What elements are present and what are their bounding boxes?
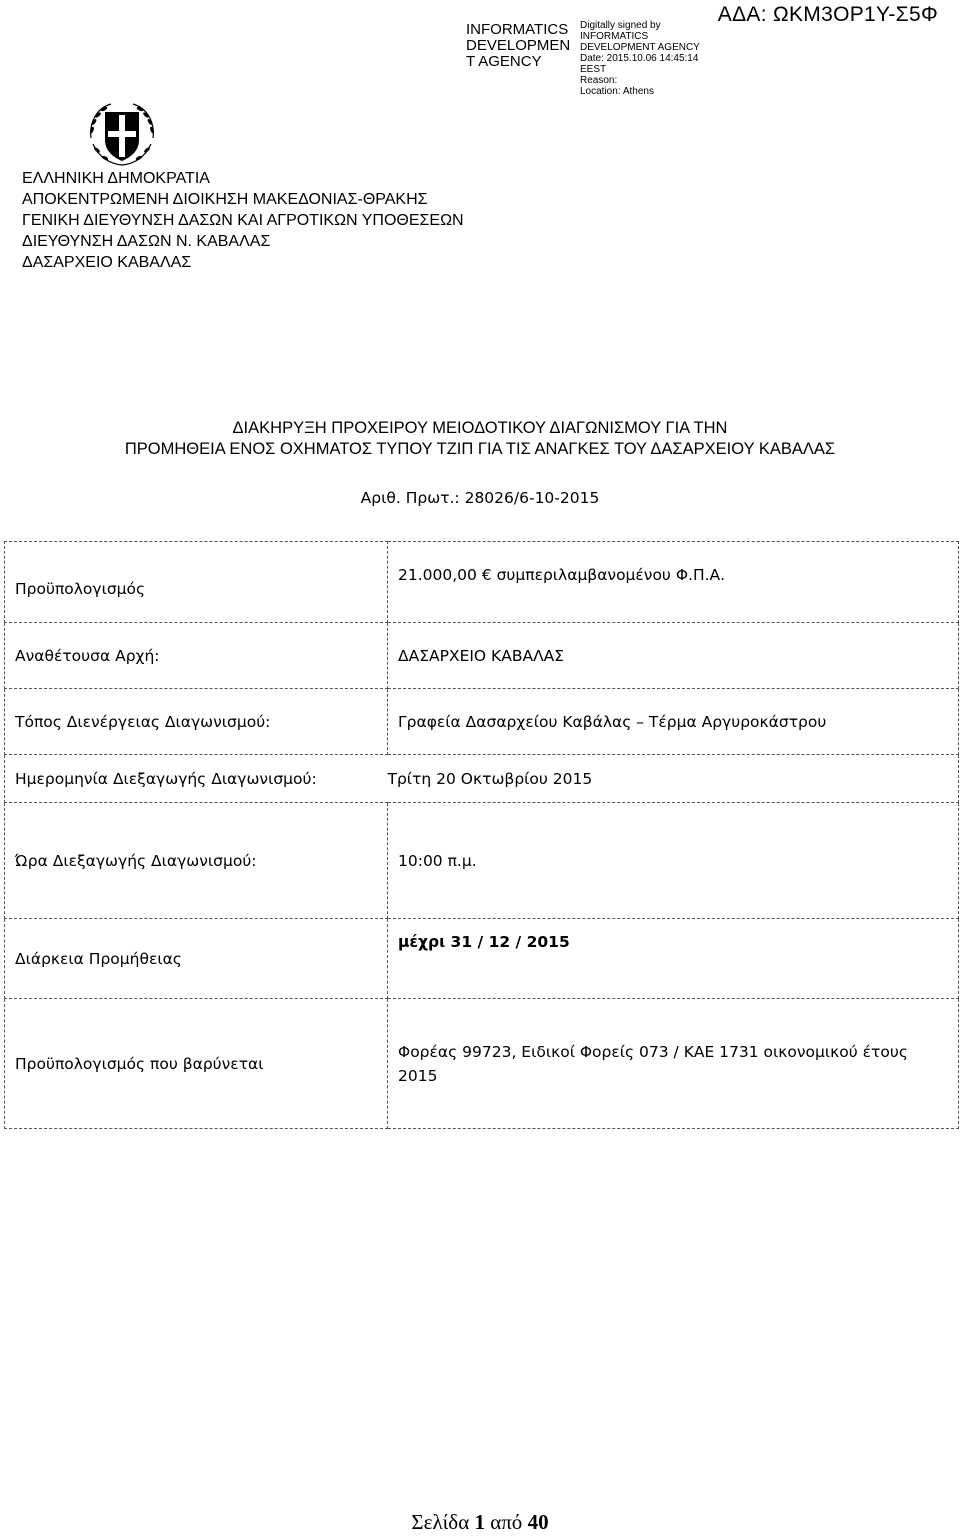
ada-code: ΑΔΑ: ΩΚΜ3ΟΡ1Υ-Σ5Φ — [717, 3, 938, 26]
supply-duration-label: Διάρκεια Προμήθειας — [5, 919, 388, 999]
notice-title-line-2: ΠΡΟΜΗΘΕΙΑ ΕΝΟΣ ΟΧΗΜΑΤΟΣ ΤΥΠΟΥ ΤΖΙΠ ΓΙΑ ΤΙΣ ΑΝΑΓΚΕΣ ΤΟΥ ΔΑΣΑΡΧΕΙΟΥ ΚΑΒΑΛΑΣ — [124, 440, 836, 458]
table-row — [5, 919, 959, 999]
tender-date-label: Ημερομηνία Διεξαγωγής Διαγωνισμού: — [5, 755, 388, 803]
page-total: 40 — [527, 1510, 549, 1534]
table-row — [5, 803, 959, 919]
budget-value: 21.000,00 € συμπεριλαμβανομένου Φ.Π.Α. — [388, 542, 959, 623]
table-row — [5, 623, 959, 689]
greek-coat-of-arms-icon — [85, 100, 159, 168]
header-line-forestry-office: ΔΑΣΑΡΧΕΙΟ ΚΑΒΑΛΑΣ — [22, 254, 192, 271]
notice-title-line-1: ΔΙΑΚΗΡΥΞΗ ΠΡΟΧΕΙΡΟΥ ΜΕΙΟΔΟΤΙΚΟΥ ΔΙΑΓΩΝΙΣΜΟΥ ΓΙΑ ΤΗΝ — [232, 419, 728, 437]
header-line-decentralized-admin: ΑΠΟΚΕΝΤΡΩΜΕΝΗ ΔΙΟΙΚΗΣΗ ΜΑΚΕΔΟΝΙΑΣ-ΘΡΑΚΗΣ — [22, 191, 428, 208]
page-footer — [0, 1510, 960, 1535]
table-row — [5, 542, 959, 623]
supply-duration-value: μέχρι 31 / 12 / 2015 — [388, 919, 959, 999]
of-word: από — [490, 1510, 523, 1534]
signer-name: INFORMATICS DEVELOPMEN T AGENCY — [466, 21, 571, 70]
digital-signature — [466, 20, 706, 97]
header-line-general-directorate: ΓΕΝΙΚΗ ΔΙΕΥΘΥΝΣΗ ΔΑΣΩΝ ΚΑΙ ΑΓΡΟΤΙΚΩΝ ΥΠΟΘΕΣΕΩΝ — [22, 212, 464, 229]
issuing-authority — [22, 168, 464, 273]
budget-charged-label: Προϋπολογισμός που βαρύνεται — [5, 999, 388, 1129]
table-row — [5, 999, 959, 1129]
table-row — [5, 689, 959, 755]
tender-time-label: Ώρα Διεξαγωγής Διαγωνισμού: — [5, 803, 388, 919]
header-line-republic: ΕΛΛΗΝΙΚΗ ΔΗΜΟΚΡΑΤΙΑ — [22, 170, 210, 187]
header-line-directorate: ΔΙΕΥΘΥΝΣΗ ΔΑΣΩΝ Ν. ΚΑΒΑΛΑΣ — [22, 233, 271, 250]
tender-location-label: Τόπος Διενέργειας Διαγωνισμού: — [5, 689, 388, 755]
page-number: 1 — [474, 1510, 485, 1534]
signature-details: Digitally signed by INFORMATICS DEVELOPMENT AGENCY Date: 2015.10.06 14:45:14 EEST Reason: Location: Athens — [580, 20, 700, 97]
budget-charged-value: Φορέας 99723, Ειδικοί Φορείς 073 / ΚΑΕ 1731 οικονομικού έτους 2015 — [388, 999, 959, 1129]
protocol-number: Αριθ. Πρωτ.: 28026/6-10-2015 — [360, 489, 600, 507]
budget-label: Προϋπολογισμός — [5, 542, 388, 623]
tender-time-value: 10:00 π.μ. — [388, 803, 959, 919]
page-word: Σελίδα — [411, 1510, 470, 1534]
contracting-authority-label: Αναθέτουσα Αρχή: — [5, 623, 388, 689]
table-row — [5, 755, 959, 803]
tender-info-table — [4, 541, 959, 1129]
tender-date-value: Τρίτη 20 Οκτωβρίου 2015 — [388, 755, 959, 803]
notice-title — [0, 418, 960, 460]
contracting-authority-value: ΔΑΣΑΡΧΕΙΟ ΚΑΒΑΛΑΣ — [388, 623, 959, 689]
tender-location-value: Γραφεία Δασαρχείου Καβάλας – Τέρμα Αργυροκάστρου — [388, 689, 959, 755]
